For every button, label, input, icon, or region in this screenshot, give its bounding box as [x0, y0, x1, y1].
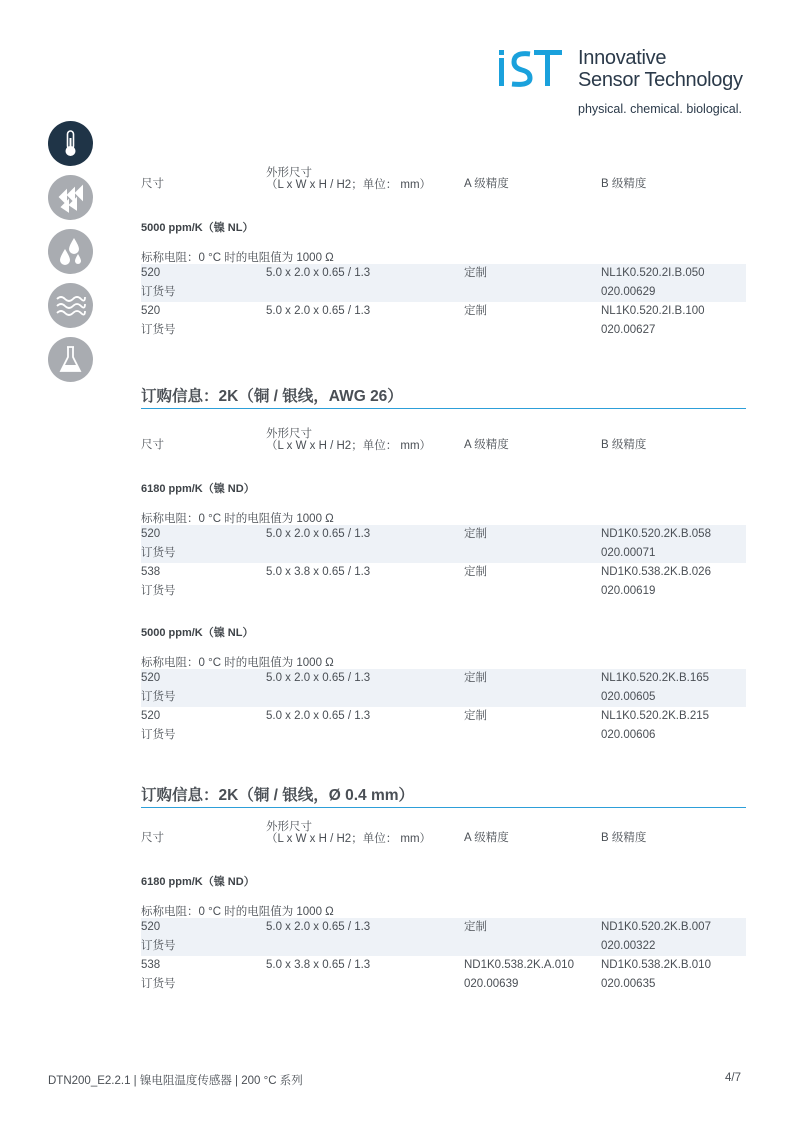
- cell-dimensions: 5.0 x 3.8 x 0.65 / 1.3: [266, 959, 371, 971]
- header-dimensions: [266, 167, 431, 191]
- brand-name-line2: Sensor Technology: [578, 69, 743, 91]
- group-title: 6180 ppm/K（镍 ND）: [141, 483, 255, 495]
- cell-size: 520: [141, 267, 161, 279]
- cell-a-grade: 定制: [464, 672, 487, 684]
- section-title: [141, 386, 746, 409]
- table-header: [141, 821, 746, 859]
- footer-document-info: DTN200_E2.2.1 | 镍电阻温度传感器 | 200 °C 系列: [48, 1075, 303, 1087]
- header-dim-line2: （L x W x H / H2；单位： mm）: [266, 179, 432, 191]
- company-logo: [498, 46, 758, 126]
- header-b-grade: B 级精度: [601, 439, 647, 451]
- cell-order-label: 订货号: [141, 547, 176, 559]
- cell-order-label: 订货号: [141, 286, 176, 298]
- cell-size: 520: [141, 528, 161, 540]
- cell-b-grade: NL1K0.520.2I.B.050: [601, 267, 705, 279]
- cell-order-label: 订货号: [141, 585, 176, 597]
- cell-b-order: 020.00606: [601, 729, 656, 741]
- header-a-grade: A 级精度: [464, 832, 509, 844]
- header-size: 尺寸: [141, 178, 164, 190]
- header-dimensions: [266, 428, 431, 452]
- group-title: 5000 ppm/K（镍 NL）: [141, 222, 254, 234]
- cell-order-label: 订货号: [141, 691, 176, 703]
- cell-b-grade: ND1K0.538.2K.B.010: [601, 959, 711, 971]
- cell-dimensions: 5.0 x 2.0 x 0.65 / 1.3: [266, 267, 371, 279]
- cell-b-grade: ND1K0.520.2K.B.058: [601, 528, 711, 540]
- header-dim-line2: （L x W x H / H2；单位： mm）: [266, 833, 432, 845]
- table-row: [141, 563, 746, 601]
- header-b-grade: B 级精度: [601, 178, 647, 190]
- droplets-icon[interactable]: [48, 229, 93, 274]
- header-dim-line1: 外形尺寸: [266, 821, 312, 833]
- cell-size: 520: [141, 672, 161, 684]
- group-title: 5000 ppm/K（镍 NL）: [141, 627, 254, 639]
- cell-b-grade: ND1K0.520.2K.B.007: [601, 921, 711, 933]
- cell-b-order: 020.00629: [601, 286, 656, 298]
- header-dim-line1: 外形尺寸: [266, 428, 312, 440]
- table-row: [141, 669, 746, 707]
- page-number: 4/7: [725, 1072, 741, 1084]
- cell-a-order: 020.00639: [464, 978, 519, 990]
- cell-b-order: 020.00322: [601, 940, 656, 952]
- cell-b-order: 020.00635: [601, 978, 656, 990]
- waves-icon[interactable]: [48, 283, 93, 328]
- brand-tagline: physical. chemical. biological.: [578, 102, 742, 116]
- cell-dimensions: 5.0 x 2.0 x 0.65 / 1.3: [266, 528, 371, 540]
- cell-b-grade: NL1K0.520.2K.B.215: [601, 710, 710, 722]
- cell-order-label: 订货号: [141, 729, 176, 741]
- cell-size: 520: [141, 305, 161, 317]
- cell-a-grade: 定制: [464, 528, 487, 540]
- table-header: [141, 167, 746, 205]
- nominal-resistance: 标称电阻：0 °C 时的电阻值为 1000 Ω: [141, 513, 334, 525]
- section-title-text: 订购信息：2K（铜 / 银线，AWG 26）: [141, 388, 403, 405]
- cell-a-grade: 定制: [464, 267, 487, 279]
- header-dim-line1: 外形尺寸: [266, 167, 312, 179]
- cell-size: 520: [141, 710, 161, 722]
- cell-b-grade: NL1K0.520.2I.B.100: [601, 305, 705, 317]
- header-b-grade: B 级精度: [601, 832, 647, 844]
- cell-size: 538: [141, 566, 161, 578]
- flask-icon[interactable]: [48, 337, 93, 382]
- section-title: [141, 785, 746, 808]
- cell-dimensions: 5.0 x 2.0 x 0.65 / 1.3: [266, 710, 371, 722]
- section-title-text: 订购信息：2K（铜 / 银线，Ø 0.4 mm）: [141, 787, 415, 804]
- nominal-resistance: 标称电阻：0 °C 时的电阻值为 1000 Ω: [141, 906, 334, 918]
- table-row: [141, 956, 746, 994]
- cell-order-label: 订货号: [141, 940, 176, 952]
- cell-order-label: 订货号: [141, 324, 176, 336]
- ist-logo-mark: [498, 46, 564, 92]
- cell-dimensions: 5.0 x 3.8 x 0.65 / 1.3: [266, 566, 371, 578]
- nominal-resistance: 标称电阻：0 °C 时的电阻值为 1000 Ω: [141, 252, 334, 264]
- table-row: [141, 707, 746, 745]
- cell-a-grade: 定制: [464, 710, 487, 722]
- cell-a-grade: ND1K0.538.2K.A.010: [464, 959, 574, 971]
- cell-dimensions: 5.0 x 2.0 x 0.65 / 1.3: [266, 672, 371, 684]
- brand-name: [578, 47, 743, 91]
- cell-a-grade: 定制: [464, 566, 487, 578]
- cell-dimensions: 5.0 x 2.0 x 0.65 / 1.3: [266, 921, 371, 933]
- table-row: [141, 264, 746, 302]
- header-a-grade: A 级精度: [464, 178, 509, 190]
- header-a-grade: A 级精度: [464, 439, 509, 451]
- cell-b-order: 020.00605: [601, 691, 656, 703]
- cell-order-label: 订货号: [141, 978, 176, 990]
- flow-arrows-icon[interactable]: [48, 175, 93, 220]
- cell-size: 520: [141, 921, 161, 933]
- header-dim-line2: （L x W x H / H2；单位： mm）: [266, 440, 432, 452]
- cell-a-grade: 定制: [464, 305, 487, 317]
- group-title: 6180 ppm/K（镍 ND）: [141, 876, 255, 888]
- cell-b-order: 020.00627: [601, 324, 656, 336]
- thermometer-icon[interactable]: [48, 121, 93, 166]
- header-size: 尺寸: [141, 832, 164, 844]
- table-header: [141, 428, 746, 466]
- cell-b-grade: ND1K0.538.2K.B.026: [601, 566, 711, 578]
- cell-dimensions: 5.0 x 2.0 x 0.65 / 1.3: [266, 305, 371, 317]
- brand-name-line1: Innovative: [578, 47, 667, 69]
- cell-b-order: 020.00619: [601, 585, 656, 597]
- cell-b-grade: NL1K0.520.2K.B.165: [601, 672, 710, 684]
- cell-size: 538: [141, 959, 161, 971]
- table-row: [141, 302, 746, 340]
- header-dimensions: [266, 821, 431, 845]
- table-row: [141, 918, 746, 956]
- nominal-resistance: 标称电阻：0 °C 时的电阻值为 1000 Ω: [141, 657, 334, 669]
- cell-a-grade: 定制: [464, 921, 487, 933]
- header-size: 尺寸: [141, 439, 164, 451]
- cell-b-order: 020.00071: [601, 547, 656, 559]
- table-row: [141, 525, 746, 563]
